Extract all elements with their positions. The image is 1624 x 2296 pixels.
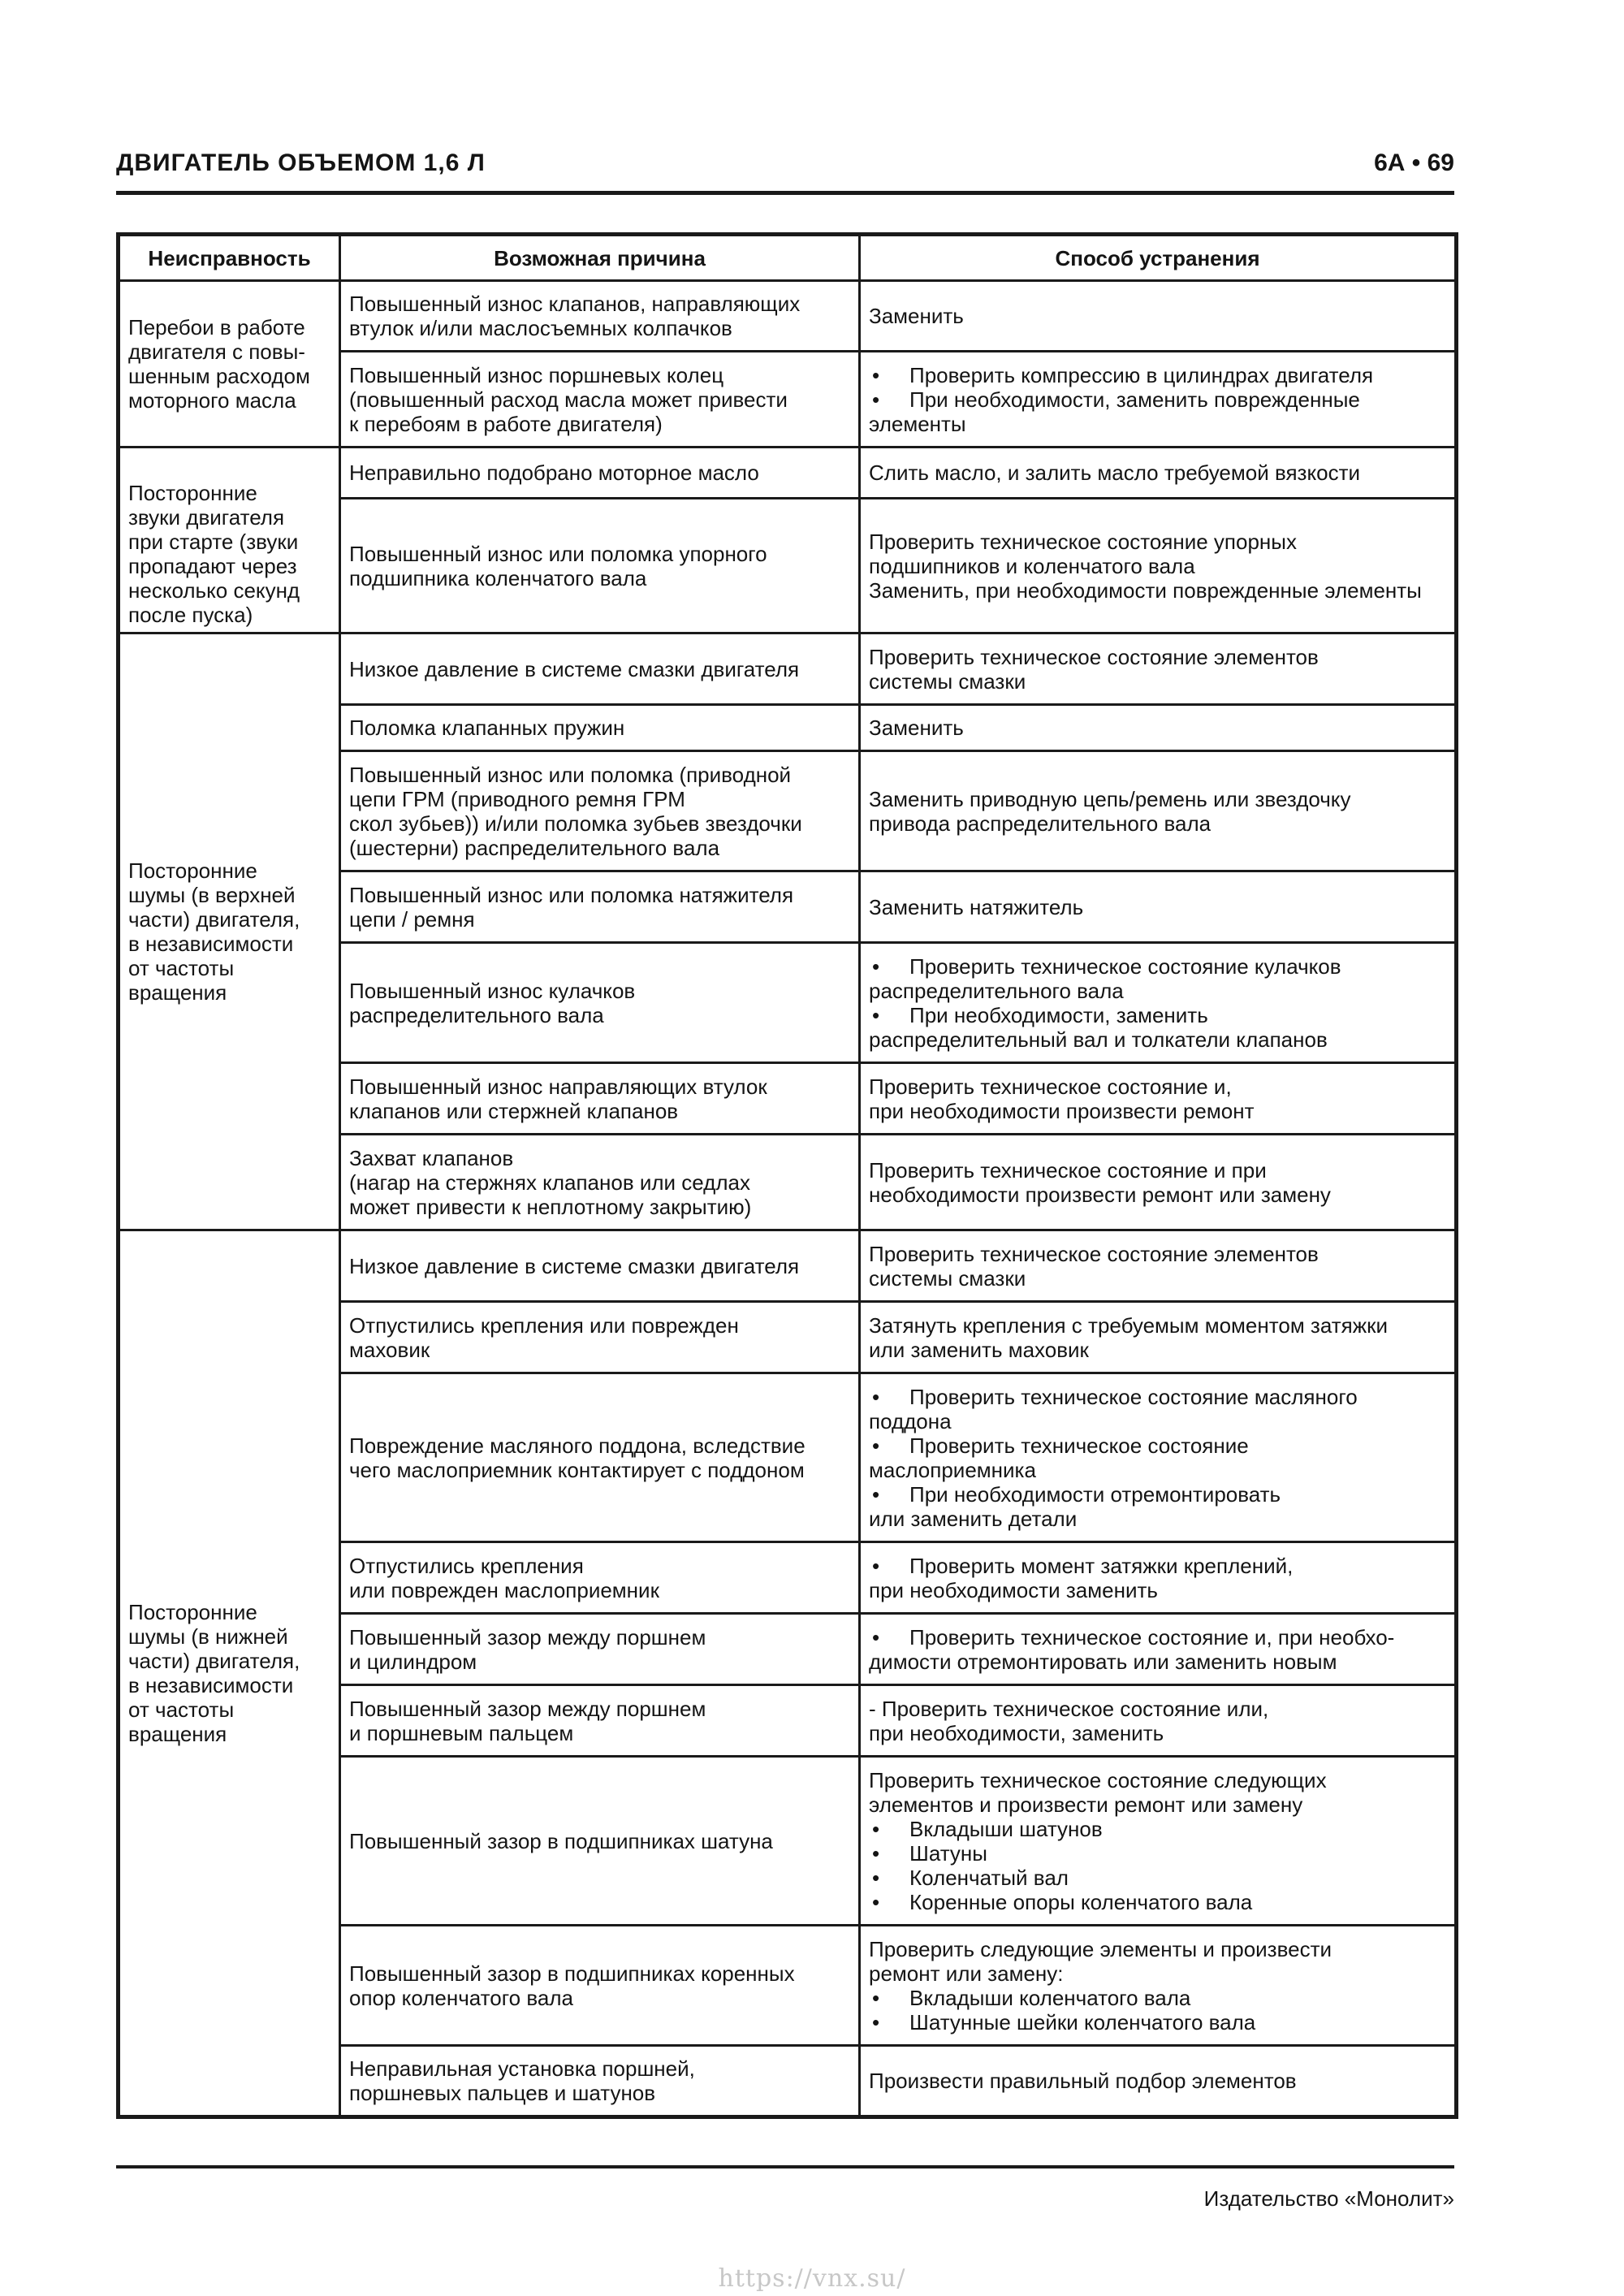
cause-text: Неправильно подобрано моторное масло bbox=[349, 460, 759, 486]
cause-cell bbox=[340, 1373, 860, 1542]
cause-cell bbox=[340, 1230, 860, 1302]
table-header-row bbox=[119, 235, 1457, 281]
remedy-cell bbox=[860, 281, 1457, 352]
remedy-text: Заменить bbox=[869, 304, 964, 328]
remedy-text: Затянуть крепления с требуемым моментом затяжки или заменить маховик bbox=[869, 1312, 1389, 1362]
remedy-bullet-item: • Вкладыши шатунов bbox=[869, 1817, 1446, 1841]
column-header-remedy: Способ устранения bbox=[860, 235, 1457, 281]
cause-cell bbox=[340, 633, 860, 705]
cause-text: Повышенный износ кулачков распределительного вала bbox=[349, 978, 636, 1027]
cause-text: Повышенный зазор между поршнем и цилиндром bbox=[349, 1624, 706, 1674]
remedy-cell bbox=[860, 2046, 1457, 2117]
cause-text: Отпустились крепления или поврежден маховик bbox=[349, 1312, 739, 1362]
cause-cell bbox=[340, 705, 860, 751]
section-title: ДВИГАТЕЛЬ ОБЪЕМОМ 1,6 Л bbox=[116, 149, 486, 176]
cause-cell bbox=[340, 751, 860, 871]
remedy-cell bbox=[860, 1614, 1457, 1685]
publisher-name: Издательство «Монолит» bbox=[1203, 2186, 1454, 2211]
remedy-cell bbox=[860, 1135, 1457, 1230]
remedy-text: распределительного вала bbox=[869, 978, 1124, 1003]
cause-text: Повышенный износ или поломка натяжителя цепи / ремня bbox=[349, 882, 794, 932]
remedy-text: элементы bbox=[869, 411, 966, 436]
fault-cell bbox=[119, 281, 340, 448]
remedy-text: Заменить натяжитель bbox=[869, 894, 1084, 919]
table-row bbox=[119, 448, 1457, 499]
table-row bbox=[119, 1230, 1457, 1302]
remedy-bullet-item: • Проверить техническое состояние и, при необхо- bbox=[869, 1625, 1446, 1650]
cause-cell bbox=[340, 448, 860, 499]
fault-text: Посторонние шумы (в нижней части) двигателя, в независимости от частоты вращения bbox=[128, 1600, 300, 1746]
cause-cell bbox=[340, 1926, 860, 2046]
cause-text: Поломка клапанных пружин bbox=[349, 716, 625, 740]
remedy-text: маслоприемника bbox=[869, 1457, 1036, 1482]
cause-text: Низкое давление в системе смазки двигателя bbox=[349, 1253, 800, 1278]
cause-cell bbox=[340, 1135, 860, 1230]
remedy-bullet-item: • Шатуны bbox=[869, 1841, 1446, 1866]
remedy-cell bbox=[860, 1302, 1457, 1373]
remedy-cell bbox=[860, 448, 1457, 499]
remedy-bullet-item: • Проверить компрессию в цилиндрах двигателя bbox=[869, 363, 1446, 387]
cause-text: Повышенный износ или поломка упорного подшипника коленчатого вала bbox=[349, 541, 767, 590]
remedy-cell bbox=[860, 352, 1457, 448]
remedy-text: Проверить техническое состояние элементов системы смазки bbox=[869, 644, 1319, 694]
cause-text: Повреждение масляного поддона, вследствие чего маслоприемник контактирует с поддоном bbox=[349, 1433, 806, 1482]
cause-text: Захват клапанов (нагар на стержнях клапанов или седлах может привести к неплотному закрытию) bbox=[349, 1145, 752, 1219]
cause-cell bbox=[340, 1063, 860, 1135]
column-header-cause: Возможная причина bbox=[340, 235, 860, 281]
remedy-text: Произвести правильный подбор элементов bbox=[869, 2069, 1297, 2093]
remedy-bullet-item: • Шатунные шейки коленчатого вала bbox=[869, 2010, 1446, 2034]
page-number: 6А • 69 bbox=[1374, 149, 1454, 176]
remedy-text: Проверить техническое состояние и, при необходимости произвести ремонт bbox=[869, 1074, 1255, 1123]
table-body bbox=[119, 281, 1457, 2117]
remedy-text: Проверить техническое состояние и при необходимости произвести ремонт или замену bbox=[869, 1157, 1331, 1207]
cause-text: Низкое давление в системе смазки двигателя bbox=[349, 656, 800, 681]
remedy-bullet-item: • При необходимости, заменить bbox=[869, 1003, 1446, 1027]
cause-text: Повышенный зазор в подшипниках шатуна bbox=[349, 1828, 773, 1853]
remedy-bullet-item: • Проверить момент затяжки креплений, bbox=[869, 1554, 1446, 1578]
remedy-text: Проверить техническое состояние элементов системы смазки bbox=[869, 1241, 1319, 1291]
cause-text: Повышенный зазор между поршнем и поршневым пальцем bbox=[349, 1696, 706, 1745]
remedy-text: распределительный вал и толкатели клапанов bbox=[869, 1027, 1328, 1052]
fault-text: Перебои в работе двигателя с повы- шенным расходом моторного масла bbox=[128, 315, 310, 413]
remedy-cell bbox=[860, 751, 1457, 871]
remedy-bullet-item: • Коленчатый вал bbox=[869, 1866, 1446, 1890]
remedy-text: Проверить техническое состояние упорных подшипников и коленчатого вала Заменить, при необходимости поврежденные элементы bbox=[869, 529, 1422, 603]
remedy-bullet-item: • Проверить техническое состояние bbox=[869, 1433, 1446, 1458]
remedy-text: Проверить техническое состояние следующих элементов и произвести ремонт или замену bbox=[869, 1767, 1327, 1817]
remedy-cell bbox=[860, 1542, 1457, 1614]
remedy-bullet-item: • Проверить техническое состояние масляного bbox=[869, 1385, 1446, 1409]
cause-text: Неправильная установка поршней, поршневых пальцев и шатунов bbox=[349, 2056, 695, 2105]
remedy-cell bbox=[860, 871, 1457, 943]
cause-text: Повышенный износ направляющих втулок клапанов или стержней клапанов bbox=[349, 1074, 767, 1123]
cause-cell bbox=[340, 871, 860, 943]
cause-text: Повышенный износ поршневых колец (повышенный расход масла может привести к перебоям в работе двигателя) bbox=[349, 362, 788, 436]
remedy-cell bbox=[860, 1757, 1457, 1926]
cause-text: Повышенный износ клапанов, направляющих втулок и/или маслосъемных колпачков bbox=[349, 292, 801, 340]
fault-cell bbox=[119, 1230, 340, 2117]
troubleshooting-table bbox=[116, 232, 1458, 2119]
cause-text: Повышенный зазор в подшипниках коренных опор коленчатого вала bbox=[349, 1961, 795, 2010]
remedy-cell bbox=[860, 1926, 1457, 2046]
remedy-cell bbox=[860, 1373, 1457, 1542]
remedy-cell bbox=[860, 633, 1457, 705]
remedy-text: Заменить приводную цепь/ремень или звездочку привода распределительного вала bbox=[869, 786, 1351, 836]
watermark-url: https://vnx.su/ bbox=[718, 2264, 906, 2293]
remedy-bullet-item: • Коренные опоры коленчатого вала bbox=[869, 1890, 1446, 1914]
cause-cell bbox=[340, 943, 860, 1063]
remedy-cell bbox=[860, 1063, 1457, 1135]
cause-cell bbox=[340, 281, 860, 352]
cause-text: Отпустились крепления или поврежден маслоприемник bbox=[349, 1553, 659, 1602]
remedy-text: Слить масло, и залить масло требуемой вязкости bbox=[869, 460, 1361, 486]
cause-cell bbox=[340, 1614, 860, 1685]
remedy-text: - Проверить техническое состояние или, при необходимости, заменить bbox=[869, 1696, 1269, 1745]
remedy-bullet-item: • При необходимости, заменить поврежденные bbox=[869, 387, 1446, 412]
table-row bbox=[119, 281, 1457, 352]
remedy-cell bbox=[860, 499, 1457, 633]
remedy-cell bbox=[860, 1230, 1457, 1302]
remedy-bullet-item: • При необходимости отремонтировать bbox=[869, 1482, 1446, 1507]
cause-cell bbox=[340, 499, 860, 633]
cause-cell bbox=[340, 2046, 860, 2117]
fault-cell bbox=[119, 448, 340, 633]
remedy-bullet-item: • Вкладыши коленчатого вала bbox=[869, 1986, 1446, 2010]
remedy-text: при необходимости заменить bbox=[869, 1577, 1158, 1602]
remedy-text: или заменить детали bbox=[869, 1506, 1078, 1531]
remedy-bullet-item: • Проверить техническое состояние кулачков bbox=[869, 954, 1446, 979]
cause-cell bbox=[340, 1302, 860, 1373]
remedy-text: поддона bbox=[869, 1408, 952, 1433]
page-header bbox=[116, 146, 1454, 195]
table-row bbox=[119, 633, 1457, 705]
cause-cell bbox=[340, 1757, 860, 1926]
column-header-fault: Неисправность bbox=[119, 235, 340, 281]
cause-cell bbox=[340, 352, 860, 448]
fault-text: Посторонние шумы (в верхней части) двигателя, в независимости от частоты вращения bbox=[128, 858, 300, 1005]
cause-cell bbox=[340, 1685, 860, 1757]
remedy-text: Проверить следующие элементы и произвести ремонт или замену: bbox=[869, 1936, 1332, 1986]
page-footer bbox=[116, 2165, 1454, 2211]
remedy-text: Заменить bbox=[869, 716, 964, 740]
remedy-cell bbox=[860, 705, 1457, 751]
fault-text: Посторонние звуки двигателя при старте (звуки пропадают через несколько секунд после пуска) bbox=[128, 481, 300, 627]
cause-text: Повышенный износ или поломка (приводной цепи ГРМ (приводного ремня ГРМ скол зубьев)) и/или поломка зубьев звездочки (шестерни) распределительного вала bbox=[349, 762, 802, 860]
remedy-text: димости отремонтировать или заменить новым bbox=[869, 1649, 1337, 1674]
remedy-cell bbox=[860, 1685, 1457, 1757]
remedy-cell bbox=[860, 943, 1457, 1063]
fault-cell bbox=[119, 633, 340, 1230]
cause-cell bbox=[340, 1542, 860, 1614]
